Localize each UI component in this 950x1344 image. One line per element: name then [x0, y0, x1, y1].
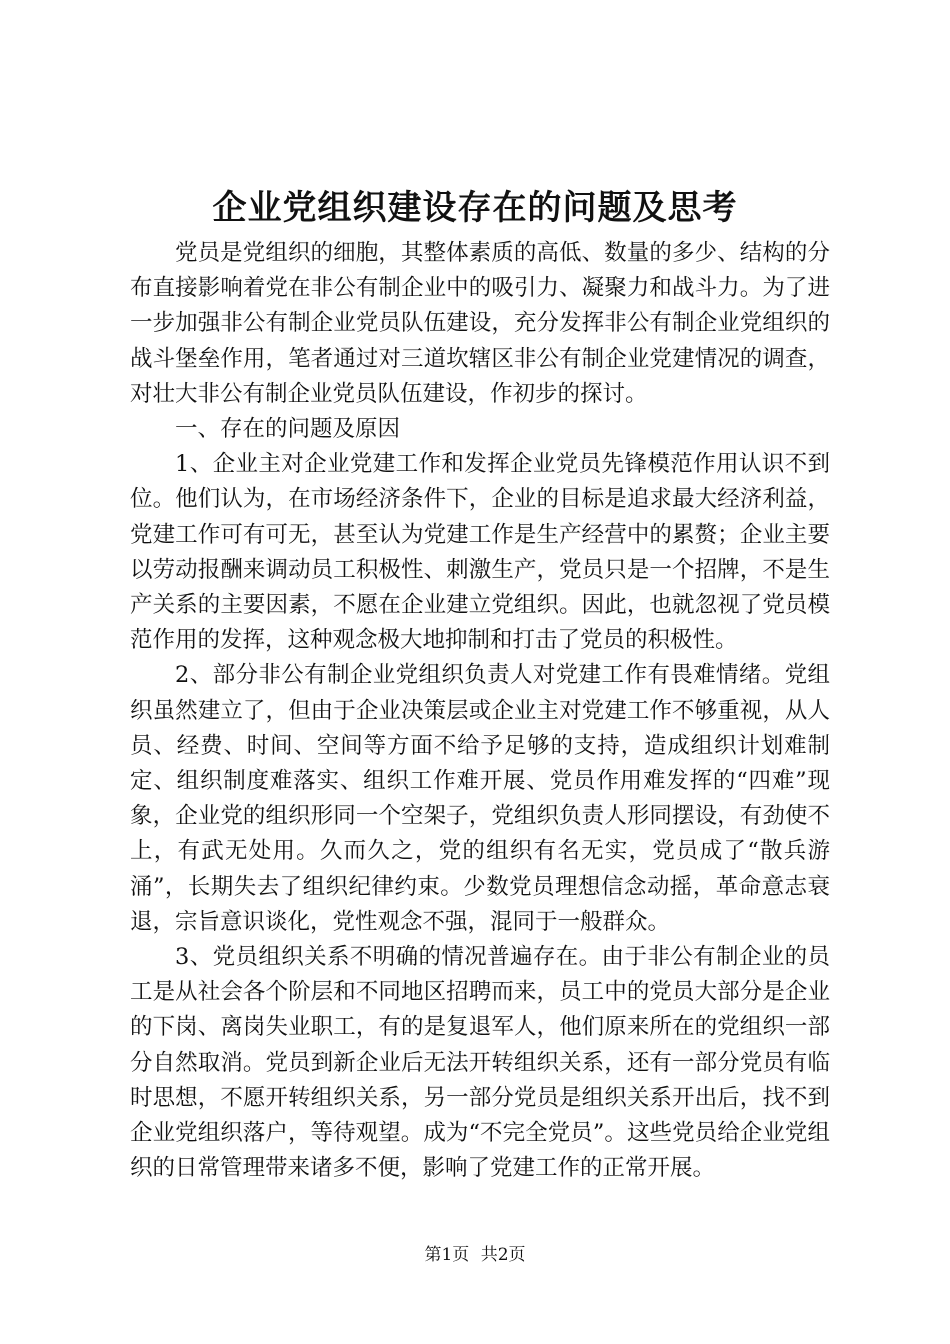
- document-body: [130, 236, 830, 1186]
- paragraph-point-1: 1、企业主对企业党建工作和发挥企业党员先锋模范作用认识不到位。他们认为，在市场经济条件下，企业的目标是追求最大经济利益，党建工作可有可无，甚至认为党建工作是生产经营中的累赘；企业主要以劳动报酬来调动员工积极性、刺激生产，党员只是一个招牌，不是生产关系的主要因素，不愿在企业建立党组织。因此，也就忽视了党员模范作用的发挥，这种观念极大地抑制和打击了党员的积极性。: [130, 451, 830, 654]
- paragraph-point-2: 2、部分非公有制企业党组织负责人对党建工作有畏难情绪。党组织虽然建立了，但由于企业决策层或企业主对党建工作不够重视，从人员、经费、时间、空间等方面不给予足够的支持，造成组织计划难制定、组织制度难落实、组织工作难开展、党员作用难发挥的“四难”现象，企业党的组织形同一个空架子，党组织负责人形同摆设，有劲使不上，有武无处用。久而久之，党的组织有名无实，党员成了“散兵游涌”，长期失去了组织纪律约束。少数党员理想信念动摇，革命意志衰退，宗旨意识谈化，党性观念不强，混同于一般群众。: [130, 662, 830, 935]
- page-total: 共2页: [480, 1245, 526, 1265]
- section-heading: 一、存在的问题及原因: [175, 416, 401, 443]
- page-footer: [0, 1244, 950, 1266]
- paragraph-intro: 党员是党组织的细胞，其整体素质的高低、数量的多少、结构的分布直接影响着党在非公有制企业中的吸引力、凝聚力和战斗力。为了进一步加强非公有制企业党员队伍建设，充分发挥非公有制企业党组织的战斗堡垒作用，笔者通过对三道坎辖区非公有制企业党建情况的调查，对壮大非公有制企业党员队伍建设，作初步的探讨。: [130, 240, 830, 407]
- paragraph-point-3: 3、党员组织关系不明确的情况普遍存在。由于非公有制企业的员工是从社会各个阶层和不同地区招聘而来，员工中的党员大部分是企业的下岗、离岗失业职工，有的是复退军人，他们原来所在的党组织一部分自然取消。党员到新企业后无法开转组织关系，还有一部分党员有临时思想，不愿开转组织关系，另一部分党员是组织关系开出后，找不到企业党组织落户，等待观望。成为“不完全党员”。这些党员给企业党组织的日常管理带来诸多不便，影响了党建工作的正常开展。: [130, 944, 830, 1182]
- page-number: 第1页: [424, 1245, 470, 1265]
- document-title: 企业党组织建设存在的问题及思考: [212, 188, 738, 228]
